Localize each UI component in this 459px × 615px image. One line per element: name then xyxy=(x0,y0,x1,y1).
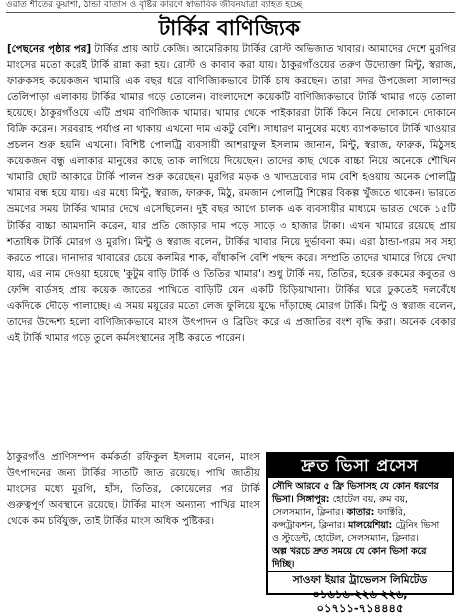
ad-heading: দ্রুত ভিসা প্রসেস xyxy=(268,454,452,478)
ad-phone-numbers: ০১৬১৬-২২৬ ২২৬, ০১৭১১-৭১৪৪৪৫ xyxy=(312,587,408,615)
ad-call-to-action: অল্প খরচে দ্রুত সময়ে যে কোন ভিসা করে দিচ্ছি। xyxy=(272,546,427,570)
article-text: টার্কির প্রায় আট কেজি। আমেরিকায় টার্কির রোস্ট অভিজাত খাবার। আমাদের দেশে মুরগির মাংসের মতো করেই টার্কি রান্না করা হয়। রোস্ট ও কাবাব করা যায়। ঠাকুরগাঁওয়ের তরুণ উদ্যোক্তা মিন্টু, স্বরাজ, ফারুকসহ কয়েকজন খামারি এক বছর ধরে বাণিজ্যিকভাবে টার্কি চাষ করছেন। তারা সদর উপজেলা সালান্দর তেলিপাড়া এলাকায় টার্কির খামার গড়ে তোলেন। বাংলাদেশে কয়েকটি বাণিজ্যিকভাবে টার্কি খামার গড়ে তোলা হয়েছে। ঠাকুরগাঁওয়ে এটি প্রথম বাণিজ্যিক খামার। খামার থেকে পাইকাররা টার্কি কিনে নিয়ে দোকানে দোকানে বিক্রি করেন। সরবরাহ পর্যাপ্ত না থাকায় এখনো দাম একটু বেশি। সাধারণ মানুষের মধ্যে ব্যাপকভাবে টার্কি খাওয়ার প্রচলন শুরু হয়নি এখনো। বিশিষ্ট পোলট্রি ব্যবসায়ী আশরাফুল ইসলাম জানান, মিন্টু, স্বরাজ, ফারুক, মিঠুসহ কয়েকজন বন্ধু এলাকার মানুষের কাছে তাক লাগিয়ে দিয়েছেন। তাদের কাছ থেকে বাচ্চা নিয়ে অনেকে শৌখিন খামারি ছোট আকারে টার্কি পালন শুরু করেছেন। মুরগির মড়ক ও খাদ্যদ্রব্যের দাম বেশি হওয়ায় অনেক পোলট্রি খামার বন্ধ হয়ে যায়। এর মধ্যে মিন্টু, স্বরাজ, ফারুক, মিঠু, রমজান পোলট্রি শিল্পের বিকল্প খুঁজতে থাকেন। ভারতে ভ্রমণের সময় টার্কির খামার দেখে এসেছিলেন। দুই বছর আগে চালক এক ব্যবসায়ীর মাধ্যমে ভারত থেকে ১৫টি টার্কির বাচ্চা আমদানি করেন, যার প্রতি জোড়ার দাম পড়ে সাড়ে ৩ হাজার টাকা। এখন খামারে রয়েছে প্রায় শতাধিক টার্কি মোরগ ও মুরগি। মিন্টু ও স্বরাজ বলেন, টার্কির খাবার নিয়ে দুর্ভাবনা কম। এরা ঠান্ডা-গরম সব সহ্য করতে পারে। দানাদার খাবারের চেয়ে কলমির শাক, বাঁধাকপি বেশি পছন্দ করে। সম্প্রতি তাদের খামারে গিয়ে দেখা যায়, এর নাম দেওয়া হয়েছে 'কুটুম বাড়ি টার্কি ও তিতির খামার'। শুধু টার্কি নয়, তিতির, হরেক রকমের কবুতর ও ফেন্সি বার্ডসহ প্রায় কয়েক জাতের পাখিতে বাড়িটি যেন একটি চিড়িয়াখানা। টার্কির ঘরে ঢুকতেই দলবেঁধে একদিকে দৌড়ে পালাচ্ছে। এ সময় ময়ূরের মতো লেজ ফুলিয়ে যুদ্ধে দাঁড়াচ্ছে মোরগ টার্কি। মিন্টু ও স্বরাজ বলেন, তাদের উদ্দেশ্য হলো বাণিজ্যিকভাবে মাংস উৎপাদন ও ব্রিডিং করে এ প্রজাতির বংশ বৃদ্ধি করা। অনেক বেকার এই টার্কি খামার গড়ে তুলে কর্মসংস্থানের সৃষ্টি করতে পারেন। xyxy=(7,44,456,344)
article-headline: টার্কির বাণিজ্যিক xyxy=(158,16,301,40)
article-body-continued xyxy=(7,450,260,595)
article-paragraph xyxy=(7,42,456,347)
ad-text-malaysia: ট্রেনিং ভিসা ও স্টুডেন্ট, হোটেল, সেলসম্যান, ক্লিনার। xyxy=(272,520,440,544)
jump-marker: [পেছনের পৃষ্ঠার পর] xyxy=(7,44,92,55)
top-divider xyxy=(6,12,455,13)
ad-text-qatar: ফ্যাক্টরি, কন্সট্রাকশন, ক্লিনার। xyxy=(272,507,406,531)
ad-body xyxy=(268,478,452,571)
ad-intro: সৌদি আরবে ৫ ফ্রি ভিসাসহ যে কোন ধরণের ভিসা। xyxy=(272,481,439,505)
visa-advertisement xyxy=(266,452,454,615)
ad-label-singapore: সিঙ্গাপুর: xyxy=(296,494,330,505)
ad-company-name: সাওফা ইয়ার ট্রাভেলস লিমিটেড xyxy=(268,571,452,587)
previous-article-fragment: ওরাত শীতের কুয়াশা, ঠান্ডা বাতাস ও বৃষ্টির কারণে স্বাভাবিক জীবনযাত্রা ব্যাহত হচ্ছে xyxy=(6,0,303,10)
ad-text-singapore: হোটেল বয়, রুম বয়, সেলসম্যান, ক্লিনার। xyxy=(272,494,408,518)
article-body xyxy=(7,42,456,422)
ad-line-saudi xyxy=(272,480,448,545)
ad-label-qatar: কাতার: xyxy=(346,507,375,518)
ad-label-malaysia: মালয়েশিয়া: xyxy=(348,520,393,531)
article-tail-paragraph: ঠাকুরগাঁও প্রাণিসম্পদ কর্মকর্তা রফিকুল ইসলাম বলেন, মাংস উৎপাদনের জন্য টার্কির সাতটি জাত রয়েছে। পাখি জাতীয় মাংসের মধ্যে মুরগি, হাঁস, তিতির, কোয়েলের পর টার্কি গুরুত্বপূর্ণ অবস্থানে রয়েছে। টার্কির মাংস অন্যান্য পাখির মাংস থেকে কম চর্বিযুক্ত, তাই টার্কির মাংস অধিক পুষ্টিকর। xyxy=(7,452,260,528)
